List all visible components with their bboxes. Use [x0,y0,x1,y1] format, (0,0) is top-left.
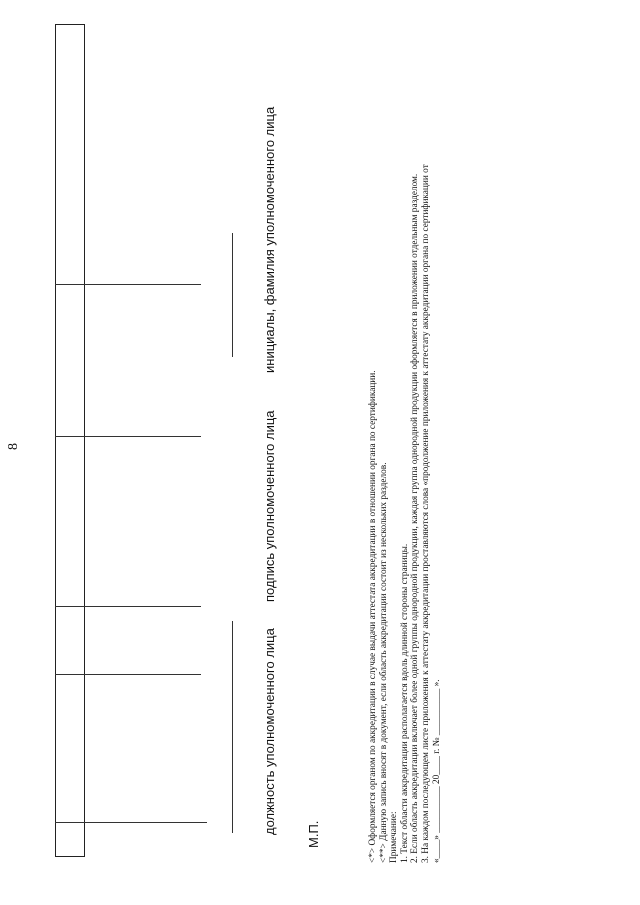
table-frame [55,24,85,857]
table-column-divider [55,674,201,675]
note-2: 2. Если область аккредитации включает более одной группы однородной продукции, каждая группа однородной продукции оформляется в приложении отдельным разделом. [410,173,421,863]
table-column-divider [55,606,201,607]
note-1: 1. Текст области аккредитации располагается вдоль длинной стороны страницы. [399,543,410,863]
note-3: 3. На каждом последующем листе приложения к аттестату аккредитации проставляются слова «продолжение приложения к аттестату аккредитации органа по сертификации от [420,164,431,863]
position-label: должность уполномоченного лица [262,628,277,835]
table-column-divider [55,822,207,823]
footnote-1: <*> Оформляется органом по аккредитации в случае выдачи аттестата аккредитации в отношении органа по сертификации. [368,370,378,863]
position-line [232,621,233,833]
footnote-2: <**> Данную запись вносят в документ, если область аккредитации состоит из нескольких разделов. [378,462,389,863]
notes-title: Примечание: [389,811,400,863]
signature-label: подпись уполномоченного лица [262,410,277,602]
note-3-continuation: «____» __________ 20____ г. № __________ ». [431,679,442,863]
table-column-divider [55,436,201,437]
notes-block [368,13,442,863]
page-number: 8 [6,443,21,450]
table-row-divider [84,24,85,857]
name-line [232,233,233,357]
seal-label: М.П. [306,820,321,848]
name-label: инициалы, фамилия уполномоченного лица [262,106,277,373]
table-column-divider [55,284,201,285]
